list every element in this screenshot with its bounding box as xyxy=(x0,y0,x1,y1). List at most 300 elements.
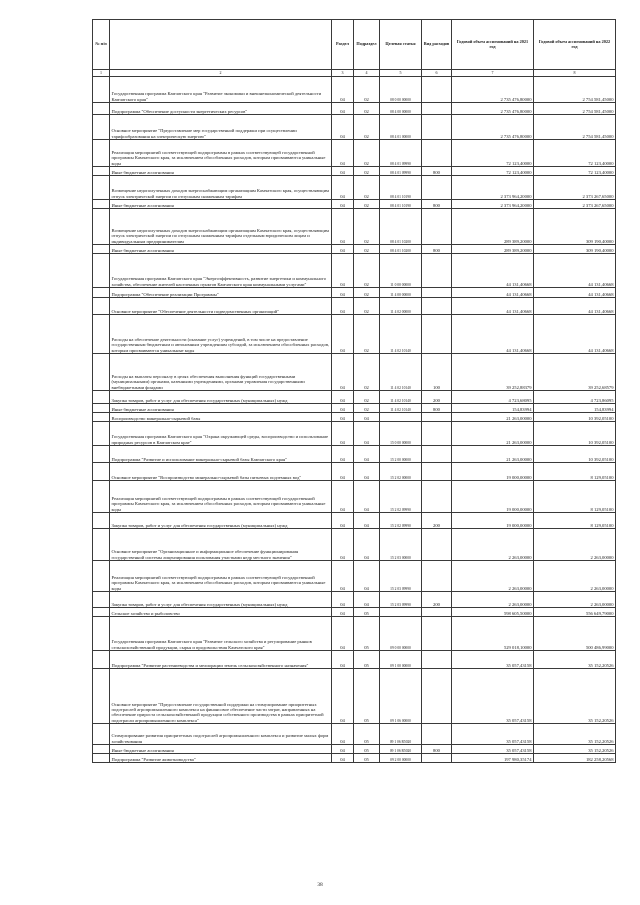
table-row xyxy=(93,724,616,745)
row-name: Основное мероприятие "Предоставление государственной поддержки на стимулирование приоритетных подотраслей агропромышленного комплекса на финансовое обеспечение части затрат, направленных на обеспечение прироста сельскохозяйственной продукции собственного производства в рамках приоритетной подотрасли агропромышленного комплекса" xyxy=(110,669,332,724)
row-razdel: 04 xyxy=(332,298,354,315)
row-razdel: 04 xyxy=(332,354,354,391)
row-index xyxy=(93,391,110,404)
row-expense-type: 800 xyxy=(422,245,452,254)
row-2021-amount: 529 018,10000 xyxy=(452,617,534,651)
row-razdel: 04 xyxy=(332,254,354,288)
row-2021-amount: 44 131,40668 xyxy=(452,288,534,298)
table-row xyxy=(93,315,616,354)
table-row xyxy=(93,617,616,651)
row-razdel: 04 xyxy=(332,481,354,513)
row-target-article: 11 4 02 10140 xyxy=(380,315,422,354)
row-2021-amount: 2 735 476,80000 xyxy=(452,103,534,115)
row-expense-type: 800 xyxy=(422,200,452,209)
row-podrazdel: 02 xyxy=(354,254,380,288)
table-row xyxy=(93,254,616,288)
row-name: Возмещение недополученных доходов энергоснабжающим организациям Камчатского края, осуществляющим отпуск электрической энергии по отпускным сниженным тарифам xyxy=(110,176,332,200)
row-name: Государственная программа Камчатского края "Энергоэффективность, развитие энергетики и коммунального хозяйства, обеспечение жителей населенных пунктов Камчатского края коммунальными услугами" xyxy=(110,254,332,288)
row-target-article: 11 4 02 10140 xyxy=(380,354,422,391)
row-index xyxy=(93,115,110,140)
row-razdel: 04 xyxy=(332,115,354,140)
row-podrazdel: 02 xyxy=(354,140,380,167)
row-target-article: 08 4 01 10200 xyxy=(380,245,422,254)
row-podrazdel: 05 xyxy=(354,608,380,617)
row-razdel: 04 xyxy=(332,176,354,200)
row-expense-type xyxy=(422,608,452,617)
row-index xyxy=(93,77,110,103)
table-row xyxy=(93,115,616,140)
row-index xyxy=(93,354,110,391)
row-razdel: 04 xyxy=(332,754,354,763)
row-2022-amount: 44 131,40668 xyxy=(534,254,616,288)
row-target-article: 09 0 00 00000 xyxy=(380,617,422,651)
row-name: Государственная программа Камчатского края "Развитие экономики и внешнеэкономической деятельности Камчатского края" xyxy=(110,77,332,103)
row-2022-amount: 8 129,05100 xyxy=(534,513,616,529)
row-name: Подпрограмма "Развитие и использование минерально-сырьевой базы Камчатского края" xyxy=(110,446,332,463)
row-expense-type xyxy=(422,481,452,513)
row-2021-amount: 39 252,88379 xyxy=(452,354,534,391)
row-2021-amount: 289 389,20000 xyxy=(452,245,534,254)
row-name: Воспроизводство минерально-сырьевой базы xyxy=(110,413,332,422)
row-expense-type xyxy=(422,422,452,446)
row-2022-amount: 4 723,86095 xyxy=(534,391,616,404)
row-index xyxy=(93,404,110,413)
row-index xyxy=(93,140,110,167)
row-expense-type xyxy=(422,561,452,592)
row-2021-amount: 44 131,40668 xyxy=(452,298,534,315)
row-name: Закупка товаров, работ и услуг для обеспечения государственных (муниципальных) нужд xyxy=(110,391,332,404)
row-podrazdel: 02 xyxy=(354,354,380,391)
table-row xyxy=(93,513,616,529)
row-podrazdel: 05 xyxy=(354,745,380,754)
column-number: 1 xyxy=(93,70,110,77)
row-razdel: 04 xyxy=(332,608,354,617)
row-name: Государственная программа Камчатского края "Охрана окружающей среды, воспроизводство и использование природных ресурсов в Камчатском крае" xyxy=(110,422,332,446)
row-expense-type xyxy=(422,463,452,481)
row-podrazdel: 02 xyxy=(354,200,380,209)
row-index xyxy=(93,209,110,245)
row-name: Основное мероприятие "Предоставление мер государственной поддержки при осуществлении тарифообразования на электрическую энергию" xyxy=(110,115,332,140)
row-index xyxy=(93,298,110,315)
row-2022-amount: 556 649,79000 xyxy=(534,608,616,617)
row-razdel: 04 xyxy=(332,446,354,463)
row-razdel: 04 xyxy=(332,413,354,422)
row-expense-type: 200 xyxy=(422,592,452,608)
row-index xyxy=(93,745,110,754)
row-2022-amount: 10 392,05100 xyxy=(534,413,616,422)
row-2022-amount: 2 754 581,45000 xyxy=(534,103,616,115)
row-expense-type xyxy=(422,298,452,315)
row-2022-amount: 154,83994 xyxy=(534,404,616,413)
row-razdel: 04 xyxy=(332,422,354,446)
row-index xyxy=(93,592,110,608)
row-razdel: 04 xyxy=(332,617,354,651)
row-expense-type xyxy=(422,754,452,763)
row-2022-amount: 35 152,20526 xyxy=(534,724,616,745)
row-index xyxy=(93,422,110,446)
table-row xyxy=(93,754,616,763)
row-2022-amount: 44 131,40668 xyxy=(534,288,616,298)
row-name: Сельское хозяйство и рыболовство xyxy=(110,608,332,617)
row-podrazdel: 02 xyxy=(354,245,380,254)
row-2022-amount: 39 252,68579 xyxy=(534,354,616,391)
row-podrazdel: 02 xyxy=(354,404,380,413)
row-index xyxy=(93,167,110,176)
row-name: Закупка товаров, работ и услуг для обеспечения государственных (муниципальных) нужд xyxy=(110,513,332,529)
row-podrazdel: 05 xyxy=(354,754,380,763)
row-name: Иные бюджетные ассигнования xyxy=(110,245,332,254)
row-2021-amount: 72 123,40000 xyxy=(452,167,534,176)
row-razdel: 04 xyxy=(332,529,354,561)
header-expense-type: Вид расходов xyxy=(422,20,452,70)
table-row xyxy=(93,103,616,115)
row-name: Иные бюджетные ассигнования xyxy=(110,404,332,413)
row-podrazdel: 04 xyxy=(354,463,380,481)
row-target-article: 11 4 02 00000 xyxy=(380,298,422,315)
row-index xyxy=(93,561,110,592)
table-row xyxy=(93,245,616,254)
row-razdel: 04 xyxy=(332,77,354,103)
row-2021-amount: 21 263,00000 xyxy=(452,446,534,463)
row-2021-amount: 19 000,00000 xyxy=(452,481,534,513)
row-index xyxy=(93,245,110,254)
row-index xyxy=(93,200,110,209)
row-target-article: 08 0 00 00000 xyxy=(380,77,422,103)
row-index xyxy=(93,254,110,288)
row-2021-amount: 2 735 476,80000 xyxy=(452,77,534,103)
row-expense-type xyxy=(422,288,452,298)
column-number: 8 xyxy=(534,70,616,77)
row-target-article: 08 4 01 00000 xyxy=(380,115,422,140)
column-number: 5 xyxy=(380,70,422,77)
row-razdel: 04 xyxy=(332,404,354,413)
row-podrazdel: 02 xyxy=(354,288,380,298)
row-expense-type xyxy=(422,115,452,140)
row-razdel: 04 xyxy=(332,724,354,745)
row-razdel: 04 xyxy=(332,651,354,669)
row-2022-amount: 2 263,00000 xyxy=(534,529,616,561)
row-name: Основное мероприятие "Воспроизводство минерально-сырьевой базы питьевых подземных вод" xyxy=(110,463,332,481)
row-index xyxy=(93,315,110,354)
row-razdel: 04 xyxy=(332,167,354,176)
table-row xyxy=(93,288,616,298)
row-2022-amount: 309 190,40000 xyxy=(534,209,616,245)
row-2021-amount: 154,83994 xyxy=(452,404,534,413)
row-podrazdel: 04 xyxy=(354,513,380,529)
row-2021-amount: 21 263,00000 xyxy=(452,413,534,422)
row-index xyxy=(93,724,110,745)
row-2021-amount: 35 057,43158 xyxy=(452,669,534,724)
row-2022-amount: 2 263,00000 xyxy=(534,592,616,608)
row-name: Реализация мероприятий соответствующей подпрограммы в рамках соответствующей государственной программы Камчатского края, за исключением обособленных расходов, которым присваиваются уникальные коды xyxy=(110,140,332,167)
row-razdel: 04 xyxy=(332,315,354,354)
row-name: Иные бюджетные ассигнования xyxy=(110,745,332,754)
table-row xyxy=(93,669,616,724)
row-2022-amount: 10 392,05100 xyxy=(534,422,616,446)
row-target-article: 08 4 01 09990 xyxy=(380,140,422,167)
row-razdel: 04 xyxy=(332,561,354,592)
row-2021-amount: 2 263,00000 xyxy=(452,592,534,608)
row-expense-type: 100 xyxy=(422,354,452,391)
row-2022-amount: 35 152,20526 xyxy=(534,745,616,754)
table-row xyxy=(93,176,616,200)
row-name: Реализация мероприятий соответствующей подпрограммы в рамках соответствующей государственной программы Камчатского края, за исключением обособленных расходов, которым присваиваются уникальные коды xyxy=(110,481,332,513)
table-row xyxy=(93,77,616,103)
row-2022-amount: 35 152,20526 xyxy=(534,651,616,669)
row-2021-amount: 598 605,50000 xyxy=(452,608,534,617)
header-2021-volume: Годовой объем ассигнований на 2021 год xyxy=(452,20,534,70)
table-row xyxy=(93,745,616,754)
row-2021-amount: 72 123,40000 xyxy=(452,140,534,167)
row-2021-amount: 35 057,43158 xyxy=(452,724,534,745)
column-number: 7 xyxy=(452,70,534,77)
row-expense-type xyxy=(422,724,452,745)
row-name: Основное мероприятие "Обеспечение деятельности подведомственных организаций" xyxy=(110,298,332,315)
row-razdel: 04 xyxy=(332,288,354,298)
row-podrazdel: 04 xyxy=(354,413,380,422)
row-name: Расходы на выплаты персоналу в целях обеспечения выполнения функций государственными (муниципальными) органами, казенными учреждениями, органами управления государственными внебюджетными фондами xyxy=(110,354,332,391)
table-row xyxy=(93,391,616,404)
row-target-article: 11 4 00 00000 xyxy=(380,288,422,298)
table-row xyxy=(93,209,616,245)
row-razdel: 04 xyxy=(332,391,354,404)
row-expense-type xyxy=(422,617,452,651)
table-row xyxy=(93,298,616,315)
table-row xyxy=(93,446,616,463)
row-2022-amount: 72 123,40000 xyxy=(534,140,616,167)
page-number: 38 xyxy=(317,882,323,888)
row-2021-amount: 2 373 964,20000 xyxy=(452,200,534,209)
row-name: Иные бюджетные ассигнования xyxy=(110,200,332,209)
row-expense-type xyxy=(422,254,452,288)
row-expense-type xyxy=(422,413,452,422)
row-target-article: 15 2 03 00000 xyxy=(380,529,422,561)
row-razdel: 04 xyxy=(332,513,354,529)
row-index xyxy=(93,754,110,763)
table-row xyxy=(93,200,616,209)
row-2022-amount: 44 131,40668 xyxy=(534,315,616,354)
row-expense-type xyxy=(422,176,452,200)
row-index xyxy=(93,413,110,422)
row-name: Возмещение недополученных доходов энергоснабжающим организациям Камчатского края, осуществляющим отпуск электрической энергии по отпускным сниженным тарифам отдельным юридическим лицам и индивидуальным предпринимателям xyxy=(110,209,332,245)
row-razdel: 04 xyxy=(332,669,354,724)
row-podrazdel: 04 xyxy=(354,529,380,561)
column-number: 2 xyxy=(110,70,332,77)
column-number-row xyxy=(93,70,616,77)
row-2021-amount: 35 057,43158 xyxy=(452,745,534,754)
row-podrazdel: 02 xyxy=(354,167,380,176)
row-podrazdel: 02 xyxy=(354,298,380,315)
row-target-article: 11 4 02 10140 xyxy=(380,391,422,404)
row-expense-type: 800 xyxy=(422,745,452,754)
row-expense-type xyxy=(422,446,452,463)
row-2022-amount: 8 129,05100 xyxy=(534,463,616,481)
row-index xyxy=(93,608,110,617)
row-2022-amount: 2 373 267,65000 xyxy=(534,176,616,200)
row-razdel: 04 xyxy=(332,103,354,115)
row-expense-type: 200 xyxy=(422,513,452,529)
table-row xyxy=(93,354,616,391)
row-razdel: 04 xyxy=(332,200,354,209)
row-target-article: 08 4 01 10200 xyxy=(380,209,422,245)
header-name xyxy=(110,20,332,70)
budget-table xyxy=(92,19,616,763)
row-2021-amount: 2 263,00000 xyxy=(452,529,534,561)
header-target-article: Целевая статья xyxy=(380,20,422,70)
row-target-article: 15 2 02 09990 xyxy=(380,481,422,513)
header-razdel: Раздел xyxy=(332,20,354,70)
row-target-article xyxy=(380,608,422,617)
row-index xyxy=(93,529,110,561)
row-target-article: 09 1 06 00000 xyxy=(380,669,422,724)
row-target-article: 11 4 02 10140 xyxy=(380,404,422,413)
row-target-article xyxy=(380,413,422,422)
table-row xyxy=(93,167,616,176)
table-row xyxy=(93,651,616,669)
row-2022-amount: 2 754 581,45000 xyxy=(534,115,616,140)
row-name: Расходы на обеспечение деятельности (оказание услуг) учреждений, в том числе на предоставление государственным бюджетным и автономным учреждениям субсидий, за исключением обособленных расходов, которым присваиваются уникальные коды xyxy=(110,315,332,354)
row-2021-amount: 2 373 964,20000 xyxy=(452,176,534,200)
row-name: Государственная программа Камчатского края "Развитие сельского хозяйства и регулирование рынков сельскохозяйственной продукции, сырья и продовольствия Камчатского края" xyxy=(110,617,332,651)
row-expense-type xyxy=(422,103,452,115)
row-podrazdel: 05 xyxy=(354,617,380,651)
row-2021-amount: 2 735 476,80000 xyxy=(452,115,534,140)
row-expense-type xyxy=(422,140,452,167)
table-row xyxy=(93,463,616,481)
row-2021-amount: 21 263,00000 xyxy=(452,422,534,446)
row-podrazdel: 04 xyxy=(354,446,380,463)
row-podrazdel: 04 xyxy=(354,422,380,446)
row-expense-type xyxy=(422,315,452,354)
column-number: 3 xyxy=(332,70,354,77)
row-target-article: 15 2 02 09990 xyxy=(380,513,422,529)
table-row xyxy=(93,404,616,413)
row-2022-amount: 72 123,40000 xyxy=(534,167,616,176)
row-2022-amount: 35 152,20526 xyxy=(534,669,616,724)
table-row xyxy=(93,481,616,513)
row-podrazdel: 02 xyxy=(354,315,380,354)
row-target-article: 08 4 01 10190 xyxy=(380,200,422,209)
row-podrazdel: 04 xyxy=(354,592,380,608)
row-podrazdel: 02 xyxy=(354,77,380,103)
row-podrazdel: 02 xyxy=(354,176,380,200)
row-2022-amount: 309 190,40000 xyxy=(534,245,616,254)
header-num: № п/п xyxy=(93,20,110,70)
table-row xyxy=(93,561,616,592)
table-row xyxy=(93,413,616,422)
row-razdel: 04 xyxy=(332,245,354,254)
row-2021-amount: 35 057,43158 xyxy=(452,651,534,669)
row-name: Основное мероприятие "Организационное и информационное обеспечение функционирования государственной системы лицензирования пользования участками недр местного значения" xyxy=(110,529,332,561)
header-2022-volume: Годовой объем ассигнований на 2022 год xyxy=(534,20,616,70)
row-podrazdel: 02 xyxy=(354,103,380,115)
table-row xyxy=(93,529,616,561)
row-target-article: 15 2 02 00000 xyxy=(380,463,422,481)
row-name: Подпрограмма "Развитие животноводства" xyxy=(110,754,332,763)
row-index xyxy=(93,288,110,298)
row-2021-amount: 44 131,40668 xyxy=(452,315,534,354)
row-razdel: 04 xyxy=(332,592,354,608)
row-target-article: 09 1 06 R5020 xyxy=(380,745,422,754)
row-target-article: 09 1 00 00000 xyxy=(380,651,422,669)
row-razdel: 04 xyxy=(332,209,354,245)
row-target-article: 08 4 00 00000 xyxy=(380,103,422,115)
row-target-article: 09 2 00 00000 xyxy=(380,754,422,763)
row-name: Подпрограмма "Обеспечение реализации Программы" xyxy=(110,288,332,298)
table-row xyxy=(93,140,616,167)
row-podrazdel: 02 xyxy=(354,391,380,404)
row-name: Закупка товаров, работ и услуг для обеспечения государственных (муниципальных) нужд xyxy=(110,592,332,608)
row-expense-type: 800 xyxy=(422,404,452,413)
row-2021-amount: 44 131,40668 xyxy=(452,254,534,288)
row-index xyxy=(93,513,110,529)
row-2022-amount: 44 131,40668 xyxy=(534,298,616,315)
row-expense-type: 800 xyxy=(422,167,452,176)
row-expense-type xyxy=(422,77,452,103)
row-2022-amount: 10 392,05100 xyxy=(534,446,616,463)
row-podrazdel: 02 xyxy=(354,209,380,245)
row-index xyxy=(93,463,110,481)
row-index xyxy=(93,481,110,513)
row-name: Стимулирование развития приоритетных подотраслей агропромышленного комплекса и развитие малых форм хозяйствования xyxy=(110,724,332,745)
row-2022-amount: 8 129,05100 xyxy=(534,481,616,513)
row-podrazdel: 02 xyxy=(354,115,380,140)
row-index xyxy=(93,651,110,669)
row-2021-amount: 197 980,35174 xyxy=(452,754,534,763)
row-target-article: 08 4 01 09990 xyxy=(380,167,422,176)
row-name: Иные бюджетные ассигнования xyxy=(110,167,332,176)
row-expense-type xyxy=(422,209,452,245)
row-index xyxy=(93,103,110,115)
row-2022-amount: 2 373 267,65000 xyxy=(534,200,616,209)
row-2022-amount: 182 258,20568 xyxy=(534,754,616,763)
row-2021-amount: 2 263,00000 xyxy=(452,561,534,592)
row-target-article: 11 0 00 00000 xyxy=(380,254,422,288)
row-target-article: 15 0 00 00000 xyxy=(380,422,422,446)
row-2022-amount: 500 486,99000 xyxy=(534,617,616,651)
row-expense-type xyxy=(422,529,452,561)
row-name: Подпрограмма "Развитие растениеводства и мелиорации земель сельскохозяйственного назначения" xyxy=(110,651,332,669)
row-expense-type xyxy=(422,651,452,669)
row-index xyxy=(93,176,110,200)
row-2022-amount: 2 754 581,45000 xyxy=(534,77,616,103)
row-2021-amount: 4 723,68095 xyxy=(452,391,534,404)
row-target-article: 15 2 03 09990 xyxy=(380,592,422,608)
row-podrazdel: 05 xyxy=(354,651,380,669)
row-target-article: 15 2 03 09990 xyxy=(380,561,422,592)
header-row xyxy=(93,20,616,70)
row-podrazdel: 04 xyxy=(354,561,380,592)
row-podrazdel: 05 xyxy=(354,724,380,745)
row-name: Реализация мероприятий соответствующей подпрограммы в рамках соответствующей государственной программы Камчатского края, за исключением обособленных расходов, которым присваиваются уникальные коды xyxy=(110,561,332,592)
row-razdel: 04 xyxy=(332,463,354,481)
row-expense-type: 200 xyxy=(422,391,452,404)
row-2021-amount: 19 000,00000 xyxy=(452,513,534,529)
row-index xyxy=(93,446,110,463)
table-row xyxy=(93,608,616,617)
row-razdel: 04 xyxy=(332,745,354,754)
row-2021-amount: 289 389,20000 xyxy=(452,209,534,245)
row-target-article: 15 2 00 00000 xyxy=(380,446,422,463)
table-row xyxy=(93,592,616,608)
row-razdel: 04 xyxy=(332,140,354,167)
row-name: Подпрограмма "Обеспечение доступности энергетических ресурсов" xyxy=(110,103,332,115)
row-target-article: 09 1 06 R5020 xyxy=(380,724,422,745)
row-index xyxy=(93,669,110,724)
row-target-article: 08 4 01 10190 xyxy=(380,176,422,200)
row-index xyxy=(93,617,110,651)
row-2022-amount: 2 263,00000 xyxy=(534,561,616,592)
